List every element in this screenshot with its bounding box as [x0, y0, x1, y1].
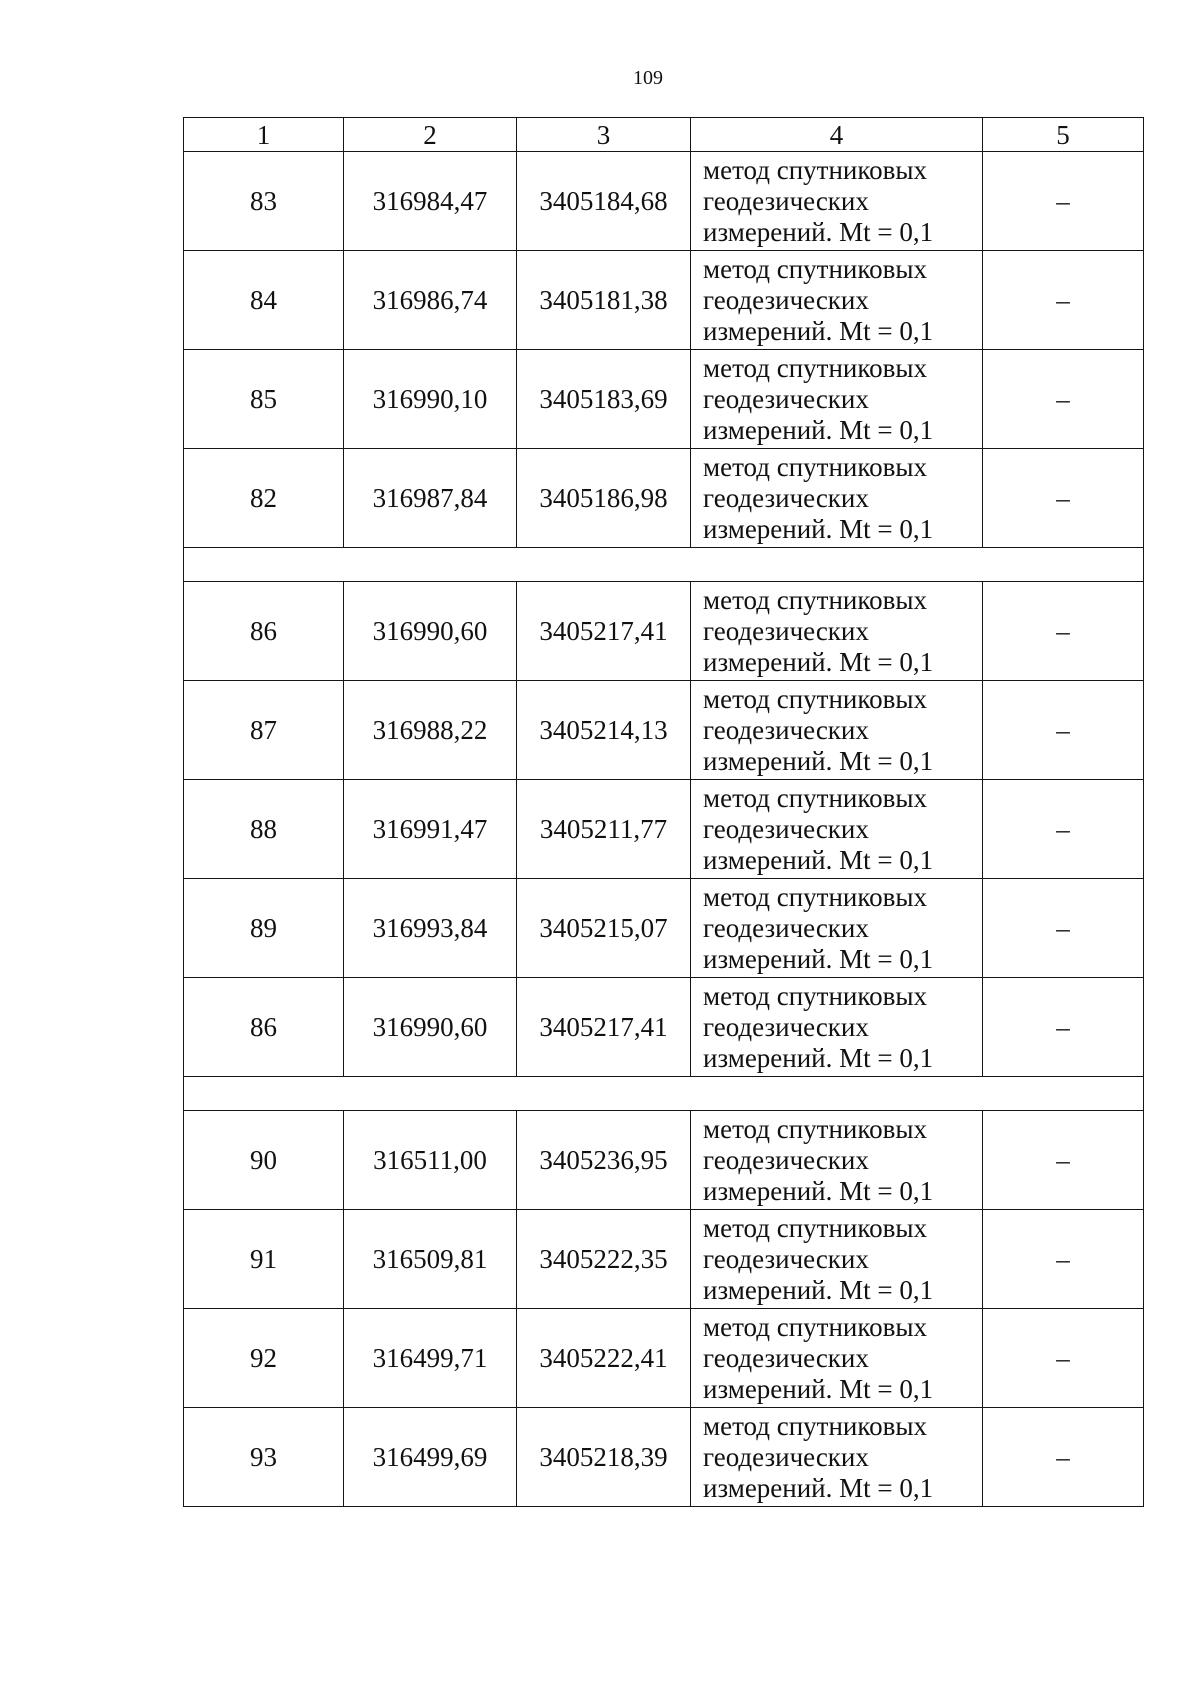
- note-cell: –: [983, 152, 1144, 251]
- method-cell: метод спутниковых геодезических измерений. Mt = 0,1: [691, 251, 983, 350]
- y-coordinate-cell: 3405181,38: [517, 251, 691, 350]
- method-cell: метод спутниковых геодезических измерений. Mt = 0,1: [691, 152, 983, 251]
- y-coordinate-cell: 3405214,13: [517, 681, 691, 780]
- group-separator-cell: [184, 1077, 1144, 1111]
- method-cell: метод спутниковых геодезических измерений. Mt = 0,1: [691, 879, 983, 978]
- point-number-cell: 83: [184, 152, 344, 251]
- note-cell: –: [983, 879, 1144, 978]
- note-cell: –: [983, 1210, 1144, 1309]
- y-coordinate-cell: 3405222,35: [517, 1210, 691, 1309]
- method-cell: метод спутниковых геодезических измерений. Mt = 0,1: [691, 978, 983, 1077]
- point-number-cell: 92: [184, 1309, 344, 1408]
- method-cell: метод спутниковых геодезических измерений. Mt = 0,1: [691, 449, 983, 548]
- method-cell: метод спутниковых геодезических измерений. Mt = 0,1: [691, 350, 983, 449]
- header-cell-point-number: 1: [184, 118, 344, 152]
- note-cell: –: [983, 681, 1144, 780]
- point-number-cell: 91: [184, 1210, 344, 1309]
- group-separator-row: [184, 1077, 1144, 1111]
- table-row: [184, 1408, 1144, 1507]
- table-row: [184, 1111, 1144, 1210]
- x-coordinate-cell: 316993,84: [344, 879, 517, 978]
- x-coordinate-cell: 316990,60: [344, 978, 517, 1077]
- note-cell: –: [983, 780, 1144, 879]
- table-row: [184, 780, 1144, 879]
- point-number-cell: 88: [184, 780, 344, 879]
- x-coordinate-cell: 316987,84: [344, 449, 517, 548]
- x-coordinate-cell: 316509,81: [344, 1210, 517, 1309]
- method-cell: метод спутниковых геодезических измерений. Mt = 0,1: [691, 1309, 983, 1408]
- table-row: [184, 681, 1144, 780]
- header-cell-x: 2: [344, 118, 517, 152]
- x-coordinate-cell: 316991,47: [344, 780, 517, 879]
- note-cell: –: [983, 1309, 1144, 1408]
- method-cell: метод спутниковых геодезических измерений. Mt = 0,1: [691, 1111, 983, 1210]
- x-coordinate-cell: 316511,00: [344, 1111, 517, 1210]
- x-coordinate-cell: 316984,47: [344, 152, 517, 251]
- y-coordinate-cell: 3405222,41: [517, 1309, 691, 1408]
- x-coordinate-cell: 316990,60: [344, 582, 517, 681]
- method-cell: метод спутниковых геодезических измерений. Mt = 0,1: [691, 1408, 983, 1507]
- x-coordinate-cell: 316988,22: [344, 681, 517, 780]
- group-separator-cell: [184, 548, 1144, 582]
- note-cell: –: [983, 1111, 1144, 1210]
- point-number-cell: 82: [184, 449, 344, 548]
- y-coordinate-cell: 3405215,07: [517, 879, 691, 978]
- y-coordinate-cell: 3405211,77: [517, 780, 691, 879]
- method-cell: метод спутниковых геодезических измерений. Mt = 0,1: [691, 681, 983, 780]
- table-row: [184, 1210, 1144, 1309]
- point-number-cell: 90: [184, 1111, 344, 1210]
- table-body: [184, 118, 1144, 1507]
- method-cell: метод спутниковых геодезических измерений. Mt = 0,1: [691, 582, 983, 681]
- note-cell: –: [983, 350, 1144, 449]
- point-number-cell: 86: [184, 978, 344, 1077]
- point-number-cell: 86: [184, 582, 344, 681]
- method-cell: метод спутниковых геодезических измерений. Mt = 0,1: [691, 1210, 983, 1309]
- table-row: [184, 152, 1144, 251]
- page-number: 109: [633, 67, 663, 89]
- point-number-cell: 93: [184, 1408, 344, 1507]
- table-row: [184, 978, 1144, 1077]
- table-row: [184, 449, 1144, 548]
- table-row: [184, 350, 1144, 449]
- note-cell: –: [983, 1408, 1144, 1507]
- y-coordinate-cell: 3405218,39: [517, 1408, 691, 1507]
- header-cell-y: 3: [517, 118, 691, 152]
- point-number-cell: 85: [184, 350, 344, 449]
- table-row: [184, 251, 1144, 350]
- note-cell: –: [983, 978, 1144, 1077]
- y-coordinate-cell: 3405217,41: [517, 582, 691, 681]
- y-coordinate-cell: 3405186,98: [517, 449, 691, 548]
- note-cell: –: [983, 449, 1144, 548]
- x-coordinate-cell: 316499,71: [344, 1309, 517, 1408]
- coordinates-table: [183, 117, 1144, 1507]
- table-row: [184, 879, 1144, 978]
- y-coordinate-cell: 3405217,41: [517, 978, 691, 1077]
- header-cell-note: 5: [983, 118, 1144, 152]
- method-cell: метод спутниковых геодезических измерений. Mt = 0,1: [691, 780, 983, 879]
- note-cell: –: [983, 251, 1144, 350]
- y-coordinate-cell: 3405184,68: [517, 152, 691, 251]
- table-header-row: [184, 118, 1144, 152]
- header-cell-method: 4: [691, 118, 983, 152]
- x-coordinate-cell: 316990,10: [344, 350, 517, 449]
- table-row: [184, 1309, 1144, 1408]
- x-coordinate-cell: 316499,69: [344, 1408, 517, 1507]
- y-coordinate-cell: 3405236,95: [517, 1111, 691, 1210]
- point-number-cell: 89: [184, 879, 344, 978]
- point-number-cell: 87: [184, 681, 344, 780]
- y-coordinate-cell: 3405183,69: [517, 350, 691, 449]
- point-number-cell: 84: [184, 251, 344, 350]
- x-coordinate-cell: 316986,74: [344, 251, 517, 350]
- table-row: [184, 582, 1144, 681]
- note-cell: –: [983, 582, 1144, 681]
- group-separator-row: [184, 548, 1144, 582]
